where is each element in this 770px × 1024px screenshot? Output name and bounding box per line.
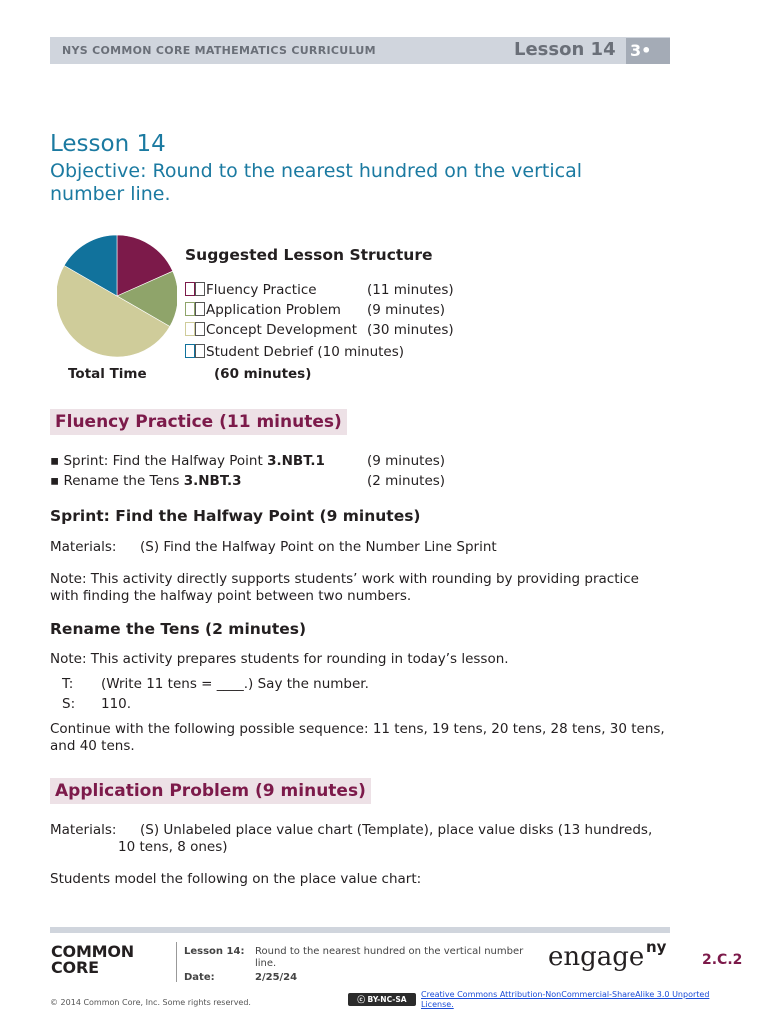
debrief-square-icon: [185, 344, 195, 358]
footer-divider: [176, 942, 177, 982]
structure-item-label: Application Problem: [206, 302, 341, 318]
structure-title: Suggested Lesson Structure: [185, 246, 433, 264]
structure-item-minutes: (10 minutes): [317, 344, 405, 360]
common-core-logo: [51, 944, 134, 976]
fluency-item-minutes: (2 minutes): [367, 473, 446, 489]
license-link[interactable]: Creative Commons Attribution-NonCommercial-ShareAlike 3.0 Unported License.: [421, 990, 710, 1009]
cc-badge-text: BY-NC-SA: [367, 995, 407, 1004]
structure-item-label: Student Debrief: [206, 344, 314, 360]
rename-note: Note: This activity prepares students for rounding in today’s lesson.: [50, 651, 509, 667]
fluency-heading: Fluency Practice (11 minutes): [50, 409, 347, 435]
fluency-item-minutes: (9 minutes): [367, 453, 446, 469]
rename-heading: Rename the Tens (2 minutes): [50, 620, 307, 638]
cc-license-badge: [348, 993, 416, 1006]
structure-item-minutes: (11 minutes): [367, 282, 454, 298]
structure-item-minutes: (9 minutes): [367, 302, 446, 318]
lesson-title: Lesson 14: [50, 131, 166, 157]
structure-item-fluency: [185, 282, 454, 298]
application-square-icon: [185, 302, 195, 316]
objective: Objective: Round to the nearest hundred on the vertical number line.: [50, 160, 583, 205]
application-materials-line1: (S) Unlabeled place value chart (Template), place value disks (13 hundreds,: [140, 822, 653, 838]
lesson-time-pie-chart: [57, 232, 177, 360]
fluency-item-text: Sprint: Find the Halfway Point: [63, 453, 268, 469]
student-line: 110.: [101, 696, 132, 712]
placeholder-box-icon: [195, 282, 205, 296]
fluency-item: [50, 473, 242, 490]
page-number: 2.C.2: [702, 952, 743, 968]
sprint-materials: (S) Find the Halfway Point on the Number Line Sprint: [140, 539, 497, 555]
fluency-item: [50, 453, 325, 470]
footer-lesson-label: Lesson 14:: [184, 946, 245, 957]
total-time-label: Total Time: [68, 366, 147, 382]
footer-lesson-text: Round to the nearest hundred on the vertical number line.: [255, 946, 524, 969]
standard-code: 3.NBT.3: [183, 473, 242, 489]
curriculum-title: NYS COMMON CORE MATHEMATICS CURRICULUM: [62, 44, 376, 57]
placeholder-box-icon: [195, 344, 205, 358]
teacher-line: (Write 11 tens = ____.) Say the number.: [101, 676, 369, 692]
rename-continue: Continue with the following possible sequence: 11 tens, 19 tens, 20 tens, 28 tens, 30 tens, and 40 tens.: [50, 721, 665, 754]
footer-date-label: Date:: [184, 972, 215, 983]
structure-item-minutes: (30 minutes): [367, 322, 454, 338]
placeholder-box-icon: [195, 302, 205, 316]
cc-icon: ⓒ: [357, 995, 368, 1004]
footer-band: [50, 927, 670, 933]
bullet-icon: ▪: [50, 453, 64, 469]
structure-item-application: [185, 302, 446, 318]
header-lesson: Lesson 14: [514, 39, 616, 60]
structure-item-concept: [185, 322, 454, 338]
logo-line2: CORE: [51, 958, 99, 977]
fluency-square-icon: [185, 282, 195, 296]
sprint-materials-label: Materials:: [50, 539, 117, 555]
bullet-icon: ▪: [50, 473, 64, 489]
standard-code: 3.NBT.1: [267, 453, 325, 469]
student-label: S:: [62, 696, 76, 712]
concept-square-icon: [185, 322, 195, 336]
total-time-minutes: (60 minutes): [214, 366, 312, 382]
logo-line1: COMMON: [51, 942, 134, 961]
application-heading: Application Problem (9 minutes): [50, 778, 371, 804]
copyright: © 2014 Common Core, Inc. Some rights reserved.: [50, 998, 251, 1007]
application-materials-label: Materials:: [50, 822, 117, 838]
grade-badge: 3•: [626, 38, 670, 64]
structure-item-debrief: [185, 344, 404, 360]
structure-item-label: Concept Development: [206, 322, 358, 338]
teacher-label: T:: [62, 676, 74, 692]
sprint-heading: Sprint: Find the Halfway Point (9 minutes): [50, 507, 421, 525]
structure-item-label: Fluency Practice: [206, 282, 317, 298]
footer-date: 2/25/24: [255, 972, 298, 983]
placeholder-box-icon: [195, 322, 205, 336]
engageny-logo: engage: [548, 942, 645, 972]
sprint-note: Note: This activity directly supports students’ work with rounding by providing practice with finding the halfway point between two numbers.: [50, 571, 639, 604]
fluency-item-text: Rename the Tens: [63, 473, 184, 489]
application-model-text: Students model the following on the place value chart:: [50, 871, 422, 887]
application-materials-line2: 10 tens, 8 ones): [118, 839, 228, 855]
engageny-logo-ny: ny: [646, 938, 667, 956]
